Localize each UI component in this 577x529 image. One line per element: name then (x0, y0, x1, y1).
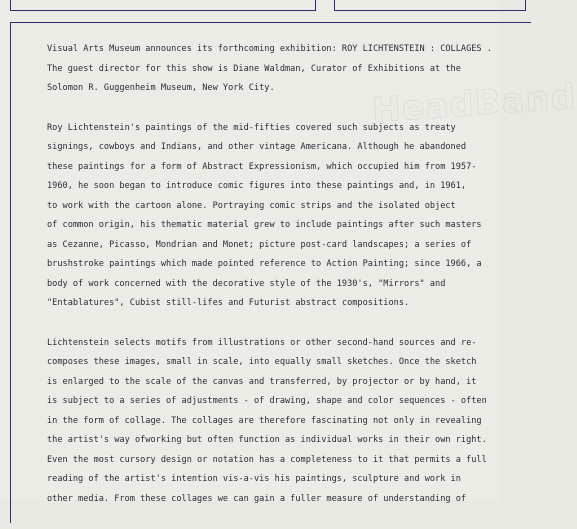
text-line: the artist's way ofworking but often function as individual works in their own right. (47, 435, 487, 445)
text-line: is enlarged to the scale of the canvas and transferred, by projector or by hand, it (47, 376, 477, 387)
text-line: these paintings for a form of Abstract Expressionism, which occupied him from 1957- (47, 161, 477, 172)
text-line: signings, cowboys and Indians, and other vintage Americana. Although he abandoned (47, 142, 467, 152)
text-line: in the form of collage. The collages are therefore fascinating not only in revealing (47, 415, 482, 426)
text-line: Solomon R. Guggenheim Museum, New York City. (47, 83, 275, 93)
text-line: is subject to a series of adjustments - of drawing, shape and color sequences - often (47, 396, 487, 406)
paragraph-background (47, 119, 487, 314)
text-line: Roy Lichtenstein's paintings of the mid-fifties covered such subjects as treaty (47, 122, 456, 133)
paragraph-intro (47, 40, 492, 99)
text-line: as Cezanne, Picasso, Mondrian and Monet; picture post-card landscapes; a series of (47, 239, 472, 250)
text-line: brushstroke paintings which made pointed reference to Action Painting; since 1966, a (47, 259, 482, 269)
text-line: body of work concerned with the decorative style of the 1930's, "Mirrors" and (47, 278, 446, 289)
top-right-frame-box (334, 0, 526, 11)
document-body (47, 40, 492, 529)
text-line: to work with the cartoon alone. Portraying comic strips and the isolated object (47, 200, 456, 211)
text-line: Visual Arts Museum announces its forthcoming exhibition: ROY LICHTENSTEIN : COLLAGES . (47, 44, 492, 54)
watermark-logo: HeadBand (370, 76, 577, 132)
text-line: "Entablatures", Cubist still-lifes and Futurist abstract compositions. (47, 298, 410, 308)
text-line: reading of the artist's intention vis-a-vis his paintings, sculpture and work in (47, 474, 461, 484)
text-line: composes these images, small in scale, into equally small sketches. Once the sketch (47, 357, 477, 367)
paragraph-process (47, 334, 487, 510)
top-left-frame-box (10, 0, 316, 11)
text-line: of common origin, his thematic material grew to include paintings after such masters (47, 220, 482, 230)
text-line: 1960, he soon began to introduce comic figures into these paintings and, in 1961, (47, 181, 467, 191)
text-line: other media. From these collages we can gain a fuller measure of understanding of (47, 493, 467, 504)
text-line: The guest director for this show is Diane Waldman, Curator of Exhibitions at the (47, 63, 461, 74)
text-line: Lichtenstein selects motifs from illustrations or other second-hand sources and re- (47, 337, 477, 348)
text-line: Even the most cursory design or notation has a completeness to it that permits a full (47, 454, 487, 465)
